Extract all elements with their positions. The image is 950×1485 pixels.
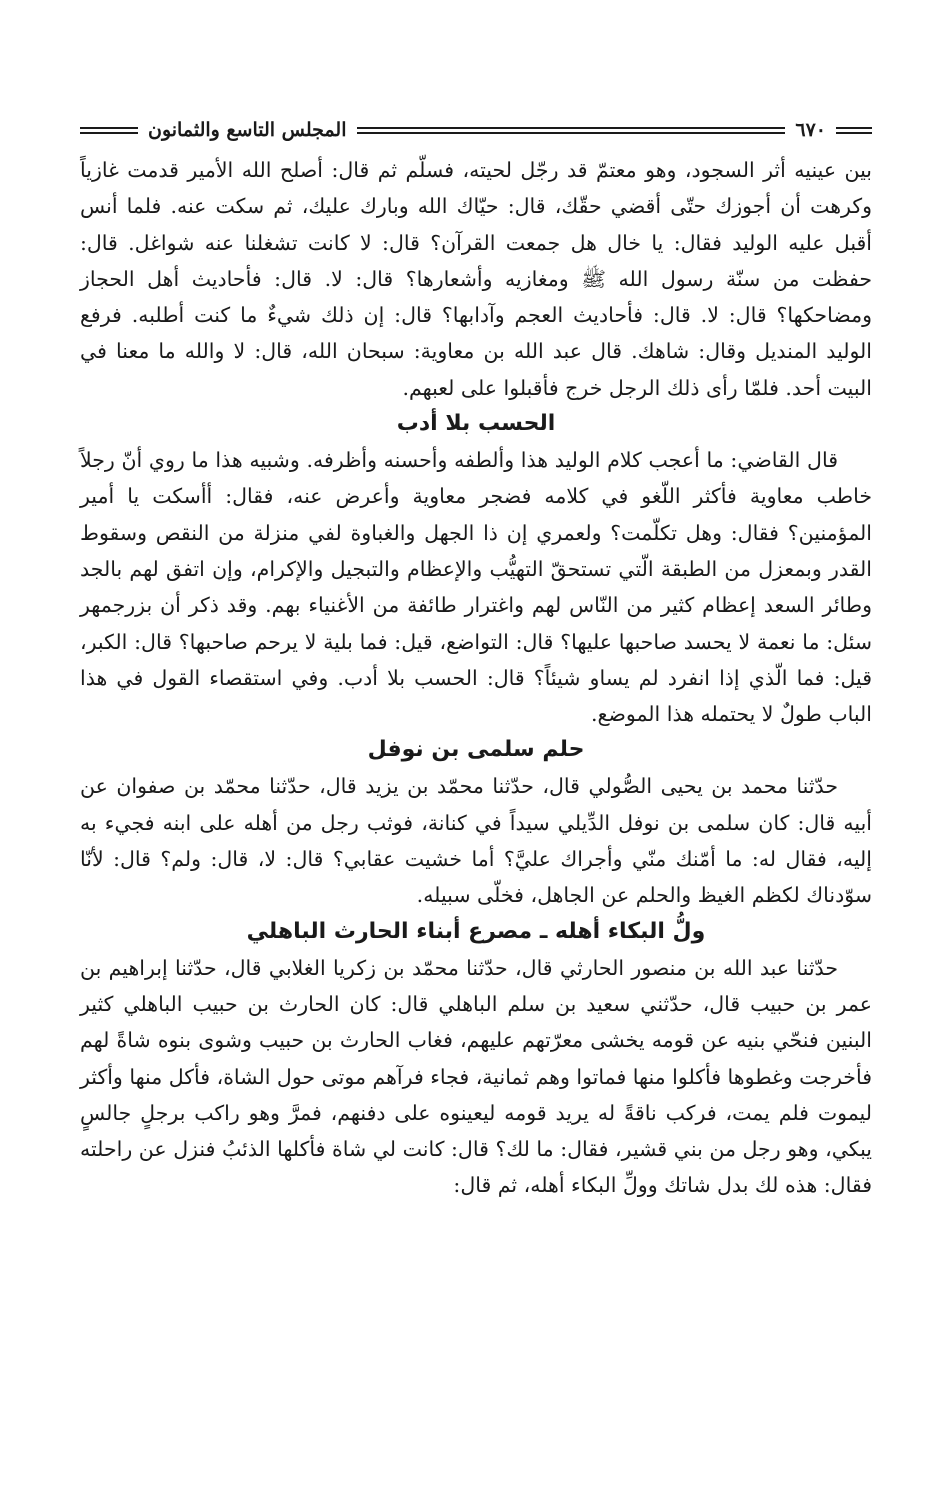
header-rule-middle	[357, 127, 786, 134]
running-title: المجلس التاسع والثمانون	[148, 119, 347, 141]
body-paragraph: حدّثنا عبد الله بن منصور الحارثي قال، حدّثنا محمّد بن زكريا الغلابي قال، حدّثنا إبراهيم بن عمر بن حبيب قال، حدّثني سعيد بن سلم الباهلي قال: كان الحارث بن حبيب الباهلي كثير البنين فنحّي بنيه عن قومه يخشى معرّتهم عليهم، فغاب الحارث بن حبيب وشوى بنوه شاةً لهم فأخرجت وغطوها فأكلوا منها فماتوا وهم ثمانية، فجاء فرآهم موتى حول الشاة، فأكل منها وأكثر ليموت فلم يمت، فركب ناقةً له يريد قومه ليعينوه على دفنهم، فمرَّ وهو راكب برجلٍ جالسٍ يبكي، وهو رجل من بني قشير، فقال: ما لك؟ قال: كانت لي شاة فأكلها الذئبُ فنزل عن راحلته فقال: هذه لك بدل شاتك وولِّ البكاء أهله، ثم قال:	[79, 955, 872, 1198]
section-heading: الحسب بلا أدب	[396, 411, 556, 437]
header-rule-left	[80, 127, 138, 134]
header-rule-right	[836, 127, 872, 134]
section-heading: حلم سلمى بن نوفل	[367, 737, 585, 763]
running-header	[80, 108, 872, 152]
page-number: ٦٧٠	[795, 119, 826, 141]
section-heading: ولُّ البكاء أهله ـ مصرع أبناء الحارث الباهلي	[246, 918, 706, 944]
body-paragraph: بين عينيه أثر السجود، وهو معتمّ قد رجّل لحيته، فسلّم ثم قال: أصلح الله الأمير قدمت غازياً وكرهت أن أجوزك حتّى أقضي حقّك، قال: حيّاك الله وبارك عليك، ثم سكت عنه. فلما أنس أقبل عليه الوليد فقال: يا خال هل جمعت القرآن؟ قال: لا كانت تشغلنا عنه شواغل. قال: حفظت من سنّة رسول الله ﷺ ومغازيه وأشعارها؟ قال: لا. قال: فأحاديث أهل الحجاز ومضاحكها؟ قال: لا. قال: فأحاديث العجم وآدابها؟ قال: إن ذلك شيءٌ ما كنت أطلبه. فرفع الوليد المنديل وقال: شاهك. قال عبد الله بن معاوية: سبحان الله، قال: لا والله ما معنا في البيت أحد. فلمّا رأى ذلك الرجل خرج فأقبلوا على لعبهم.	[80, 158, 872, 400]
body-paragraph: قال القاضي: ما أعجب كلام الوليد هذا وألطفه وأحسنه وأظرفه. وشبيه هذا ما روي أنّ رجلاً خاطب معاوية فأكثر اللّغو في كلامه فضجر معاوية وأعرض عنه، فقال: أأسكت يا أمير المؤمنين؟ فقال: وهل تكلّمت؟ ولعمري إن ذا الجهل والغباوة لفي منزلة من النقص وسقوط القدر وبمعزل من الطبقة الّتي تستحقّ التهيُّب والإعظام والتبجيل والإكرام، وإن اتفق لهم بالجد وطائر السعد إعظام كثير من النّاس لهم واغترار طائفة من الأغنياء بهم. وقد ذكر أن بزرجمهر سئل: ما نعمة لا يحسد صاحبها عليها؟ قال: التواضع، قيل: فما بلية لا يرحم صاحبها؟ قال: الكبر، قيل: فما الّذي إذا انفرد لم يساو شيئاً؟ قال: الحسب بلا أدب. وفي استقصاء القول في هذا الباب طولٌ لا يحتمله هذا الموضع.	[80, 448, 872, 727]
body-paragraph: حدّثنا محمد بن يحيى الصُّولي قال، حدّثنا محمّد بن يزيد قال، حدّثنا محمّد بن صفوان عن أبيه قال: كان سلمى بن نوفل الدِّيلي سيداً في كنانة، فوثب رجل من أهله على ابنه فجيء به إليه، فقال له: ما أمّنك منّي وأجراك عليَّ؟ أما خشيت عقابي؟ قال: لا، قال: ولم؟ قال: لأنّا سوّدناك لكظم الغيظ والحلم عن الجاهل، فخلّى سبيله.	[80, 774, 872, 908]
book-page	[80, 108, 872, 1204]
